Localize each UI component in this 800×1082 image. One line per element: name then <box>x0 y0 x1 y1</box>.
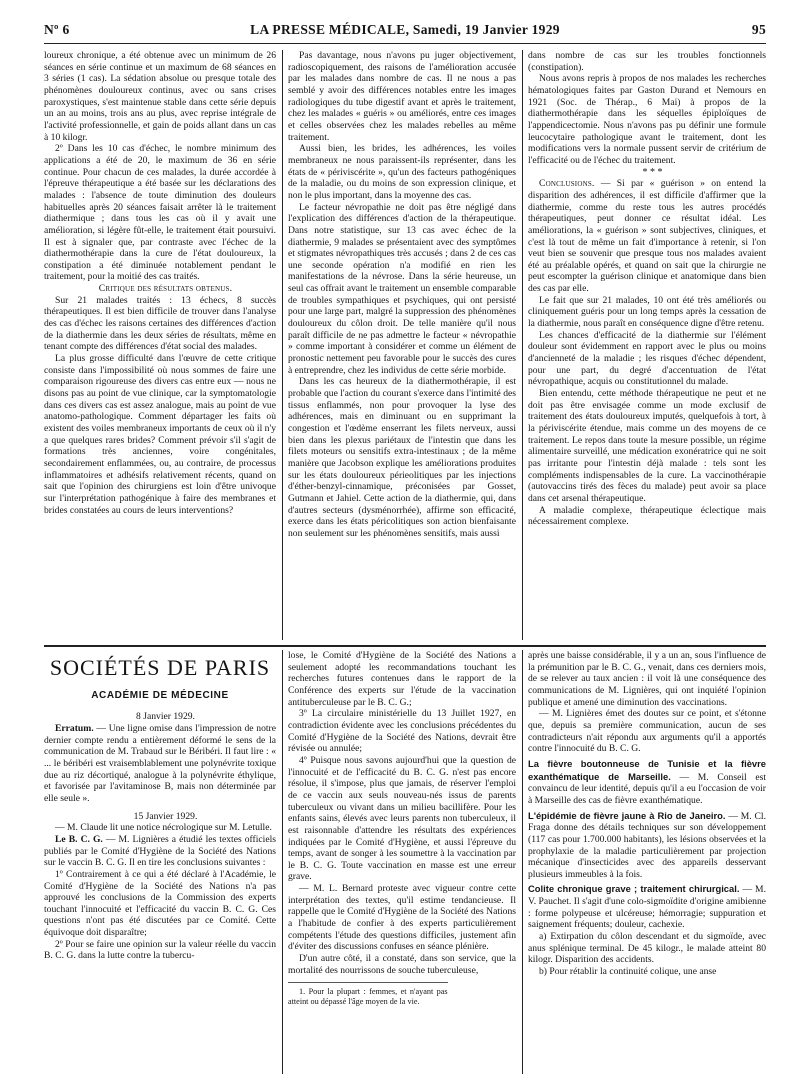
top-column-2 <box>288 50 516 640</box>
journal-title: LA PRESSE MÉDICALE, Samedi, 19 Janvier 1929 <box>250 22 560 37</box>
bcg-label: Le B. C. G. <box>55 833 103 845</box>
column-divider <box>522 650 523 1074</box>
bcg-text: — M. Lignières a étudié les textes officiels publiés par le Comité d'Hygiène de la Société des Nations sur le vaccin B. C. G. Il en tire les conclusions suivantes : <box>44 833 276 869</box>
paragraph: La plus grosse difficulté dans l'œuvre de cette critique consiste dans l'impossibilité où nous sommes de faire une comparaison rigoureuse des divers cas entre eux — nous ne disons pas au point de vue clinique, car la symptomatologie dans ces divers cas est assez analogue, mais au point de vue anatomo-pathologique. Comment départager les faits où existent des voiles membraneux importants de ceux où il n'y a que quelques rares brides? Comment prévoir s'il s'agit de formations très anciennes, voire congénitales, secondairement enflammées, ou, au contraire, de processus inflammatoires et adhésifs relativement récents, quand on sait que l'opinion des chirurgiens est loin d'être univoque sur l'interprétation pathogénique à faire des membranes et brides constatées au cours de leurs interventions? <box>44 353 276 516</box>
paragraph: 3º La circulaire ministérielle du 13 Juillet 1927, en contradiction évidente avec les conclusions précédentes du Comité d'Hygiène de la Société des Nations, devrait être révisée ou annulée; <box>288 708 516 755</box>
conclusions-paragraph <box>528 178 766 295</box>
paragraph: loureux chronique, a été obtenue avec un minimum de 26 séances en série continue et un maximum de 68 séances en 3 séries (1 cas). La sédation absolue ou presque totale des phénomènes douloureux continus, avec ou sans crises paroxystiques, s'est maintenue stable dans cette série depuis un an au moins, trois ans au plus, avec reprise intégrale de l'activité professionnelle, et gain de poids allant dans un cas à 10 kilogr. <box>44 50 276 143</box>
header-rule <box>44 43 766 44</box>
bottom-column-2 <box>288 650 516 1074</box>
paragraph: Le facteur névropathie ne doit pas être négligé dans l'explication des différences d'action de la thérapeutique. Dans notre statistique, sur 13 cas avec échec de la diathermie, 9 malades se présentaient avec des symptômes et stigmates névropathiques très accusés ; dans 2 de ces cas une seconde opération n'a modifié en rien les manifestations de la névrose. Dans la série heureuse, un seul cas offrait avant le traitement un ensemble comparable de troubles sympathiques et psychiques, qui ont persisté pour une large part, malgré la suppression des phénomènes douloureux du côlon droit. De telle manière qu'il nous paraît difficile de ne pas admettre le facteur « névropathie » comme important à considérer et comme un élément de pronostic nettement peu favorable pour le succès des cures à entreprendre, chez les individus de cette série morbide. <box>288 201 516 376</box>
page-number: 95 <box>751 22 766 37</box>
topic-title: La fièvre boutonneuse de Tunisie et la fièvre exanthématique de Marseille. <box>528 757 766 782</box>
paragraph: Pas davantage, nous n'avons pu juger objectivement, radioscopiquement, des raisons de l'amélioration accusée par les malades dans nombre de cas. Il ne nous a pas semblé y avoir des différences notables entre les images radiologiques du tube digestif avant et après le traitement, chez les malades « guéris » ou améliorés, entre ces images et celles observées chez les malades rebelles au même traitement. <box>288 50 516 143</box>
topic-title: L'épidémie de fièvre jaune à Rio de Janeiro. <box>528 809 726 821</box>
paragraph: dans nombre de cas sur les troubles fonctionnels (constipation). <box>528 50 766 73</box>
paragraph: lose, le Comité d'Hygiène de la Société des Nations a seulement adopté les recommandations touchant les recherches futures contenues dans le rapport de la Conférence des experts sur l'étude de la vaccination antituberculeuse par le B. C. G.; <box>288 650 516 708</box>
paragraph: après une baisse considérable, il y a un an, sous l'influence de la prémunition par le B. C. G., venait, dans ces derniers mois, de se relever au taux ancien : il voit là une conséquence des communications de M. Lignières, qui ont inquiété l'opinion publique et amené une diminution des vaccinations. <box>528 650 766 708</box>
top-column-3 <box>528 50 766 640</box>
paragraph: a) Extirpation du côlon descendant et du sigmoïde, avec anus splénique terminal. De 45 kilogr., le malade atteint 80 kilogr. Disparition des accidents. <box>528 931 766 966</box>
paragraph: D'un autre côté, il a constaté, dans son service, que la mortalité des nourrissons de souche tuberculeuse, <box>288 953 516 976</box>
paragraph: Bien entendu, cette méthode thérapeutique ne peut et ne doit pas être envisagée comme un mode exclusif de traitement des états douloureux imputés, quelquefois à tort, à la périviscérite étendue, mais comme un des moyens de ce traitement. Le repos dans toute la mesure possible, un régime alimentaire surveillé, une médication exonératrice qui ne soit pas irritante pour l'intestin déjà malade : tels sont les compléments indispensables de la cure. La vaccinothérapie (autovaccins tirés des fèces du malade) peut avoir sa place dans cet arsenal thérapeutique. <box>528 388 766 504</box>
paragraph: Sur 21 malades traités : 13 échecs, 8 succès thérapeutiques. Il est bien difficile de trouver dans l'analyse des cas d'échec les raisons certaines des différences d'action de la diathermie dans les deux séries de résultats, même en tenant compte des différences d'état social des malades. <box>44 294 276 353</box>
session-date: 15 Janvier 1929. <box>133 810 198 822</box>
paragraph: — M. L. Bernard proteste avec vigueur contre cette interprétation des textes, qu'il estime tendancieuse. Il rappelle que le Comité d'Hygiène de la Société des Nations a l'habitude de confier à des experts particulièrement compétents l'étude des questions difficiles, justement afin d'éviter des discussions confuses en séance plénière. <box>288 883 516 953</box>
section-rule <box>44 645 766 647</box>
topic-text: — M. Cl. Fraga donne des détails techniques sur son développement (117 cas pour 1.700.000 habitants), les lésions observées et la prophylaxie de la maladie particulièrement par projection mécanique d'insecticides avec des appareils desservant plusieurs immeubles à la fois. <box>528 810 766 880</box>
paragraph: Dans les cas heureux de la diathermothérapie, il est probable que l'action du courant s'exerce dans l'intimité des tissus enflammés, non pour provoquer la lyse des adhérences, mais en diminuant ou en supprimant la congestion et l'œdème enserrant les filets nerveux, aussi bien dans les plexus pariétaux de l'intestin que dans les filets moteurs ou sensitifs extra-intestinaux ; de la même manière que Jacobson explique les améliorations produites sur les états douloureux périeolitiques par les injections d'éther-benzyl-cinnamique, préconisées par Gosset, Gutmann et Jahiel. Cette action de la diathermie, qui, dans d'autres secteurs (dysménorrhée), affirme son efficacité, exerce dans les états péricolitiques son action bienfaisante non seulement sur les phénomènes sensitifs, mais aussi <box>288 376 516 539</box>
paragraph: Les chances d'efficacité de la diathermie sur l'élément douleur sont évidemment en rapport avec le plus ou moins d'ancienneté de la maladie ; les risques d'échec dépendent, pour une part, du degré d'accentuation de l'état névropathique, acquis ou constitutionnel du malade. <box>528 329 766 388</box>
conclusions-text: — Si par « guérison » on entend la disparition des adhérences, il est difficile d'affirmer que la diathermie, comme du reste tous les autres procédés thérapeutiques, peut donner ce résultat idéal. Les améliorations, la « guérison » sont subjectives, cliniques, et c'est là tout de même un fait d'importance à retenir, si l'on veut bien se souvenir que presque tous nos malades avaient été au préalable opérés, et quand on sait que la chirurgie ne peut escompter la guérison clinique et anatomique dans bien des cas par elle. <box>528 178 766 295</box>
paragraph: b) Pour rétablir la continuité colique, une anse <box>539 966 717 978</box>
erratum-paragraph <box>44 723 276 805</box>
topic-title: Colite chronique grave ; traitement chirurgical. <box>528 883 740 895</box>
session-date: 8 Janvier 1929. <box>136 711 195 723</box>
topic-paragraph <box>528 758 766 807</box>
section-title: SOCIÉTÉS DE PARIS <box>49 655 271 680</box>
paragraph: 2º Pour se faire une opinion sur la valeur réelle du vaccin B. C. G. dans la lutte contre la tubercu- <box>44 938 276 962</box>
paragraph: 1º Contrairement à ce qui a été déclaré à l'Académie, le Comité d'Hygiène de la Société des Nations n'a pas approuvé les conclusions de la Commission des experts touchant l'innocuité et l'efficacité du vaccin B. C. G. Ces questions n'ont pas été discutées par ce Comité. Cette équivoque doit disparaître; <box>44 868 276 939</box>
academy-title: ACADÉMIE DE MÉDECINE <box>91 689 229 701</box>
column-divider <box>282 50 283 640</box>
bottom-column-1 <box>44 650 276 1074</box>
paragraph: A maladie complexe, thérapeutique éclectique mais nécessairement complexe. <box>528 504 766 528</box>
bcg-paragraph <box>44 834 276 869</box>
topic-text: — M. V. Pauchet. Il s'agit d'une colo-sigmoïdite d'origine amibienne : forme polypeuse et ulcéreuse; hémorragie; suppuration et saignement fréquents; douleur, cachexie. <box>528 884 766 931</box>
column-divider <box>522 50 523 640</box>
section-heading: Critique des résultats obtenus. <box>98 283 233 295</box>
paragraph: Le fait que sur 21 malades, 10 ont été très améliorés ou cliniquement guéris pour un long temps après la cessation de la diathermie, nous paraît en conséquence digne d'être retenu. <box>528 294 766 330</box>
paragraph: 2º Dans les 10 cas d'échec, le nombre minimum des applications a été de 20, le maximum de 36 en série continue. Pour chacun de ces malades, la durée accordée à l'épreuve thérapeutique a été basée sur les déclarations des malades : l'absence de toute diminution des douleurs habituelles après 20 séances faisait arrêter là le traitement diathermique ; dans tous les cas où il y avait une amélioration, si légère fût-elle, le traitement était poursuivi. Il est à signaler que, par contraste avec l'échec de la diathermothérapie dans la cure de l'état douloureux, la constipation a été diminuée notablement pendant le traitement, pour la moitié des cas traités. <box>44 143 276 283</box>
page-header <box>44 22 766 44</box>
paragraph: — M. Claude lit une notice nécrologique sur M. Letulle. <box>55 822 272 834</box>
section-separator: * * * <box>642 166 663 178</box>
top-column-1 <box>44 50 276 640</box>
topic-paragraph <box>528 883 766 931</box>
topic-paragraph <box>528 810 766 881</box>
topic-text: — M. Conseil est convaincu de leur identité, depuis qu'il a eu l'occasion de voir à Marseille des cas de fièvre exanthématique. <box>528 771 766 806</box>
paragraph: 4º Puisque nous savons aujourd'hui que la question de l'innocuité et de l'efficacité du B. C. G. n'est pas encore résolue, il s'impose, plus que jamais, de réserver l'emploi de ce vaccin aux seuls nouveau-nés issus de parents tuberculeux ou vivant dans un milieu bacillifère. Pour les enfants sains, élevés avec leurs parents non tuberculeux, il est raisonnable d'attendre les résultats des expériences indiquées par le Comité d'Hygiène, et aussi l'épreuve du temps, avant de songer à les soumettre à la vaccination par le B. C. G. Toute vaccination en masse est une erreur grave. <box>288 754 516 883</box>
paragraph: — M. Lignières émet des doutes sur ce point, et s'étonne que, depuis sa première communication, aucun de ses contradicteurs n'ait répondu aux arguments qu'il a apportés contre l'innocuité du B. C. G. <box>528 708 766 755</box>
column-divider <box>282 650 283 1074</box>
paragraph: Nous avons repris à propos de nos malades les recherches hématologiques faites par Gaston Durand et Nemours en 1921 (Soc. de Thérap., 6 Mai) à propos de la diathermothérapie dans les séquelles épiploïques de l'appendicectomie. Nous n'avons pas pu définir une formule leucocytaire pathologique avant le traitement, dont les modifications vers la normale pussent servir de critérium de l'efficacité ou de l'échec du traitement. <box>528 73 766 166</box>
conclusions-label: Conclusions. <box>539 178 595 190</box>
erratum-label: Erratum. <box>55 722 94 734</box>
footnote: 1. Pour la plupart : femmes, et n'ayant pas atteint ou dépassé l'âge moyen de la vie. <box>288 982 448 1007</box>
issue-number: Nº 6 <box>44 22 70 37</box>
erratum-text: — Une ligne omise dans l'impression de notre dernier compte rendu a entièrement déformé le sens de la communication de M. Trabaud sur le Béribéri. Il faut lire : « ... le béribéri est vraisemblablement une polynévrite toxique due au riz décortiqué, analogue à la polynévrite éthylique, et favorisée par l'avitaminose B, mais non déterminée par elle seule ». <box>44 722 276 804</box>
bottom-column-3 <box>528 650 766 1074</box>
paragraph: Aussi bien, les brides, les adhérences, les voiles membraneux ne nous paraissent-ils représenter, dans les états de « périviscérite », qu'un des facteurs pathogéniques de la maladie, ou du moins de son expression clinique, et non le plus important, dans la moyenne des cas. <box>288 143 516 201</box>
